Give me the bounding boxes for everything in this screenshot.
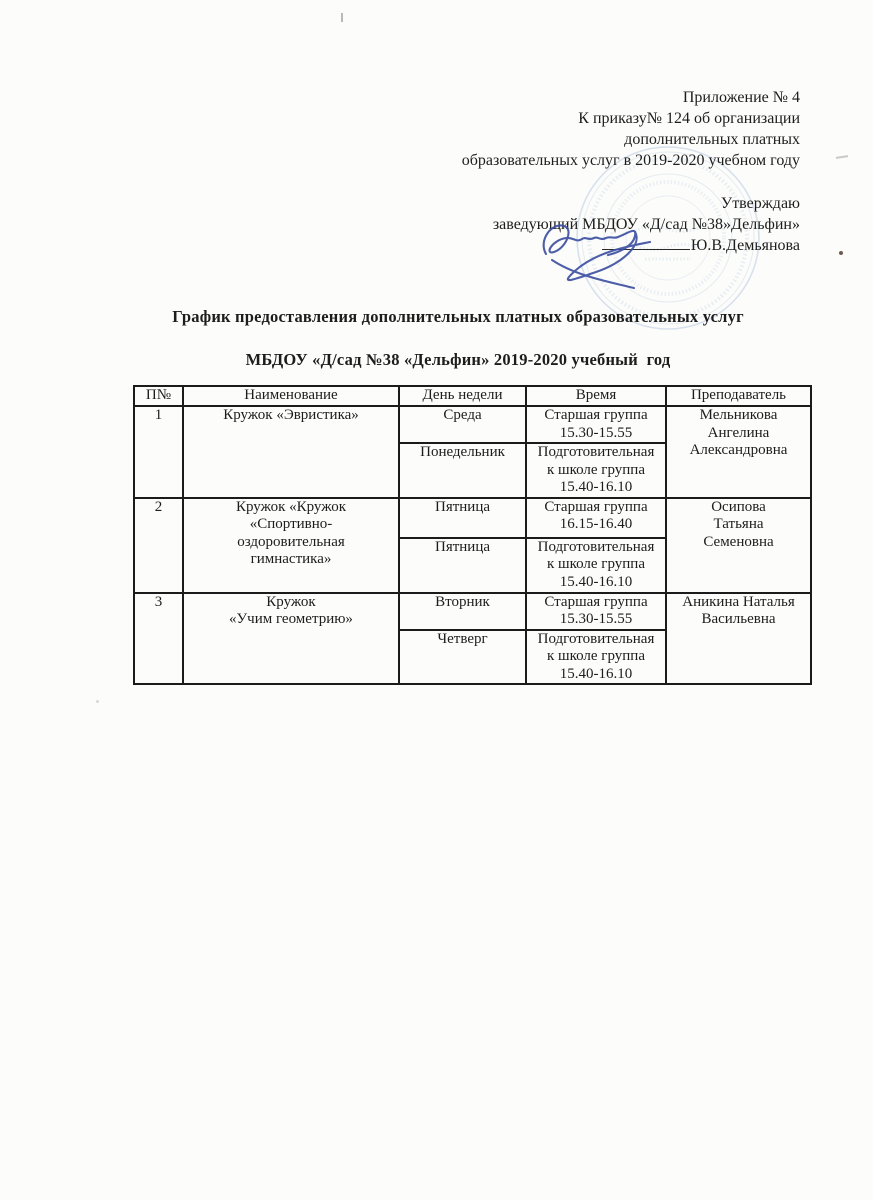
teacher-cell (666, 593, 811, 685)
row-num-cell: 1 (134, 406, 183, 498)
column-header-num: П№ (134, 386, 183, 406)
scan-artifact (836, 155, 848, 159)
time-cell (526, 443, 666, 498)
teacher-line: Татьяна (713, 516, 764, 532)
course-name-line: гимнастика» (250, 551, 332, 567)
time-line: Подготовительная (537, 538, 655, 555)
time-line: Старшая группа (544, 593, 648, 610)
column-header-day: День недели (399, 386, 526, 406)
time-line: 15.30-15.55 (559, 611, 633, 627)
course-name-line: оздоровительная (237, 533, 345, 550)
time-line: Подготовительная (537, 630, 655, 647)
time-cell (526, 593, 666, 630)
time-cell (526, 498, 666, 538)
teacher-cell (666, 406, 811, 498)
teacher-line: Осипова (711, 498, 766, 515)
schedule-table (133, 385, 812, 685)
column-header-time: Время (526, 386, 666, 406)
time-line: 15.30-15.55 (559, 424, 633, 441)
table-row (134, 593, 811, 630)
time-cell (526, 406, 666, 443)
table-row (134, 498, 811, 538)
day-cell: Пятница (399, 538, 526, 593)
time-line: Подготовительная (537, 444, 655, 460)
course-name-line: Кружок «Эвристика» (223, 407, 359, 423)
teacher-line: Мельникова (699, 407, 778, 423)
teacher-line: Аникина Наталья (682, 593, 795, 610)
scan-artifact (839, 251, 843, 255)
appendix-line: образовательных услуг в 2019-2020 учебном году (461, 152, 800, 169)
course-name-cell (183, 406, 399, 498)
teacher-cell (666, 498, 811, 593)
approver-line: заведующий МБДОУ «Д/сад №38»Дельфин» (492, 216, 800, 233)
course-name-line: «Спортивно- (249, 516, 333, 532)
time-line: к школе группа (547, 648, 645, 664)
day-cell: Понедельник (399, 443, 526, 498)
table-header-row (134, 386, 811, 406)
appendix-line: дополнительных платных (624, 131, 800, 148)
teacher-line: Семеновна (703, 533, 774, 550)
document-subtitle: МБДОУ «Д/сад №38 «Дельфин» 2019-2020 учебный год (245, 350, 671, 369)
course-name-line: Кружок «Кружок (235, 498, 347, 515)
day-cell: Четверг (399, 630, 526, 685)
course-name-cell (183, 498, 399, 593)
time-line: Старшая группа (544, 407, 648, 423)
signature-scribble-icon (508, 202, 688, 302)
course-name-line: «Учим геометрию» (229, 611, 353, 627)
day-cell: Пятница (399, 498, 526, 538)
row-num-cell: 2 (134, 498, 183, 593)
row-num-cell: 3 (134, 593, 183, 685)
appendix-line: Приложение № 4 (682, 89, 800, 106)
time-line: 15.40-16.10 (559, 665, 633, 682)
column-header-teacher: Преподаватель (666, 386, 811, 406)
time-line: к школе группа (547, 461, 645, 478)
scan-artifact (341, 13, 343, 22)
approver-name: Ю.В.Демьянова (690, 237, 800, 254)
column-header-name: Наименование (183, 386, 399, 406)
appendix-line: К приказу№ 124 об организации (578, 110, 800, 127)
appendix-block (462, 87, 800, 171)
time-cell (526, 538, 666, 593)
table-row (134, 406, 811, 443)
document-title-block (58, 307, 858, 370)
time-line: к школе группа (547, 556, 645, 572)
time-line: 15.40-16.10 (559, 479, 633, 495)
day-cell: Вторник (399, 593, 526, 630)
approve-word: Утверждаю (720, 195, 800, 212)
time-line: Старшая группа (544, 498, 648, 515)
course-name-cell (183, 593, 399, 685)
time-line: 15.40-16.10 (559, 573, 633, 590)
teacher-line: Ангелина (707, 424, 770, 441)
day-cell: Среда (399, 406, 526, 443)
scan-artifact (96, 700, 99, 703)
course-name-line: Кружок (266, 593, 316, 610)
time-cell (526, 630, 666, 685)
time-line: 16.15-16.40 (559, 516, 633, 532)
teacher-line: Васильевна (701, 611, 776, 627)
teacher-line: Александровна (689, 442, 788, 458)
document-title: График предоставления дополнительных платных образовательных услуг (172, 307, 744, 326)
